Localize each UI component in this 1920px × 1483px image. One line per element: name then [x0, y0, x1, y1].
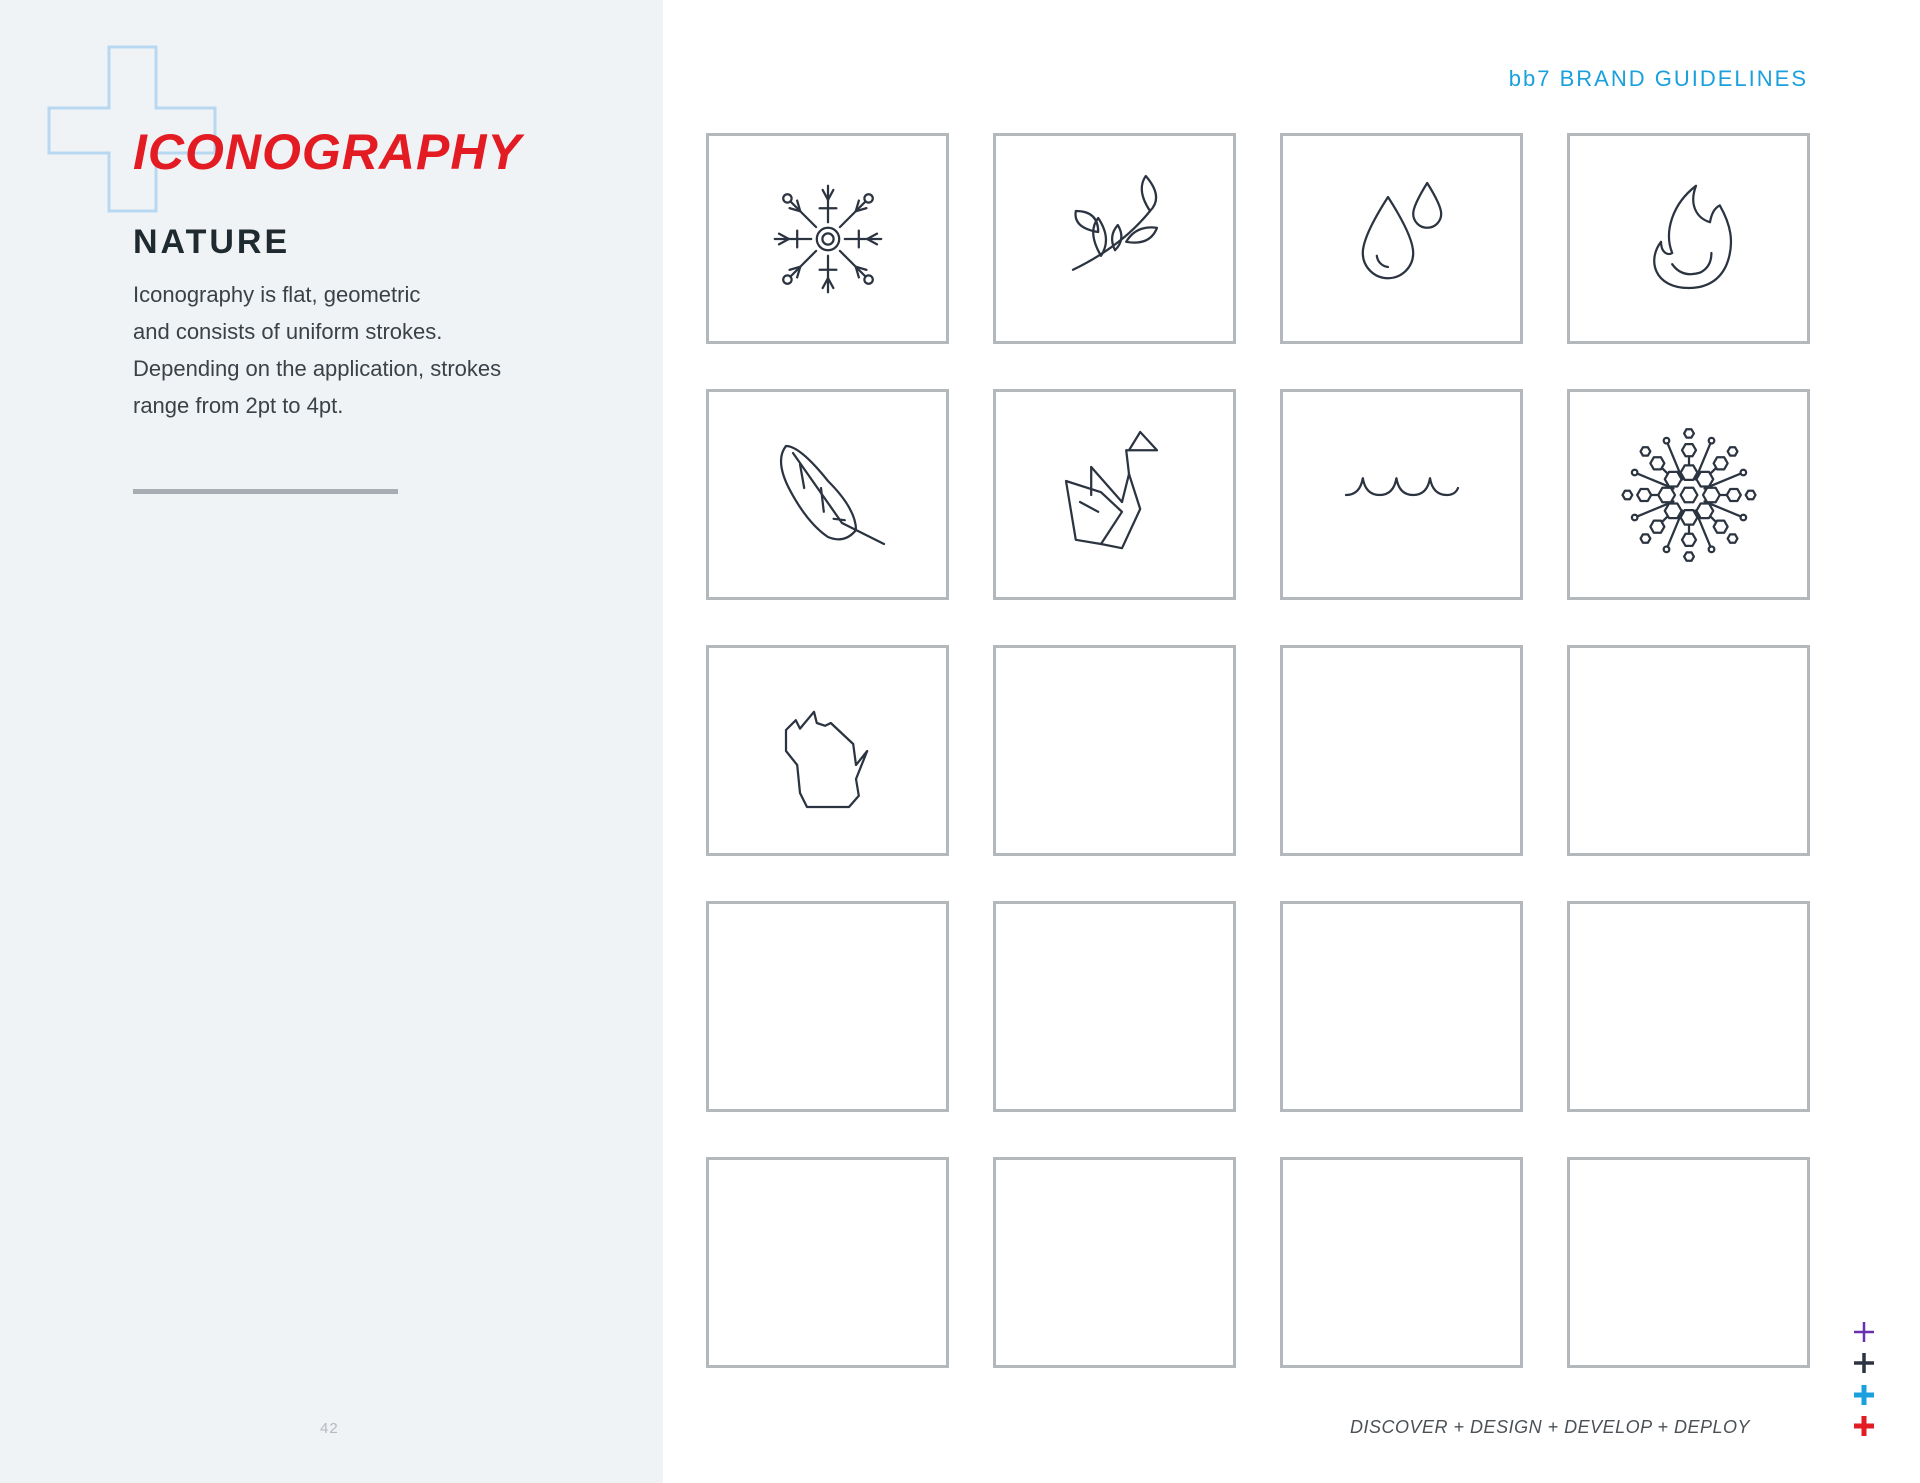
section-subtitle: NATURE — [133, 223, 291, 261]
wisconsin-map-icon — [758, 681, 898, 821]
origami-swan-icon — [1045, 425, 1185, 565]
plus-icon — [1852, 1351, 1876, 1375]
empty-icon-card — [993, 1157, 1236, 1368]
brand-header: bb7 BRAND GUIDELINES — [1508, 66, 1808, 91]
footer-tagline: DISCOVER + DESIGN + DEVELOP + DEPLOY — [1350, 1417, 1750, 1437]
plus-icon — [1852, 1414, 1876, 1438]
icon-card-waves — [1280, 389, 1523, 600]
description-line: and consists of uniform strokes. — [133, 319, 443, 344]
description — [133, 276, 593, 424]
icon-card-mandala-snowflake — [1567, 389, 1810, 600]
plus-icon — [1852, 1320, 1876, 1344]
feather-icon — [758, 425, 898, 565]
empty-icon-card — [1280, 645, 1523, 856]
water-drops-icon — [1332, 169, 1472, 309]
icon-grid — [706, 133, 1810, 1368]
icon-card-leaves — [993, 133, 1236, 344]
empty-icon-card — [1280, 901, 1523, 1112]
empty-icon-card — [993, 645, 1236, 856]
page-title: ICONOGRAPHY — [133, 124, 522, 180]
description-line: Depending on the application, strokes — [133, 356, 502, 381]
plus-icon — [1852, 1383, 1876, 1407]
description-line: range from 2pt to 4pt. — [133, 393, 344, 418]
empty-icon-card — [1567, 1157, 1810, 1368]
empty-icon-card — [1280, 1157, 1523, 1368]
empty-icon-card — [706, 1157, 949, 1368]
leaves-icon — [1045, 169, 1185, 309]
left-panel — [0, 0, 663, 1483]
icon-card-water-drops — [1280, 133, 1523, 344]
icon-card-feather — [706, 389, 949, 600]
waves-icon — [1332, 425, 1472, 565]
icon-card-wisconsin-map — [706, 645, 949, 856]
divider-bar — [133, 489, 398, 494]
empty-icon-card — [993, 901, 1236, 1112]
page-number: 42 — [320, 1420, 339, 1437]
empty-icon-card — [1567, 645, 1810, 856]
icon-card-origami-swan — [993, 389, 1236, 600]
mandala-snowflake-icon — [1619, 425, 1759, 565]
empty-icon-card — [1567, 901, 1810, 1112]
snowflake-icon — [758, 169, 898, 309]
icon-card-snowflake — [706, 133, 949, 344]
flame-icon — [1619, 169, 1759, 309]
empty-icon-card — [706, 901, 949, 1112]
icon-card-flame — [1567, 133, 1810, 344]
description-line: Iconography is flat, geometric — [133, 282, 421, 307]
